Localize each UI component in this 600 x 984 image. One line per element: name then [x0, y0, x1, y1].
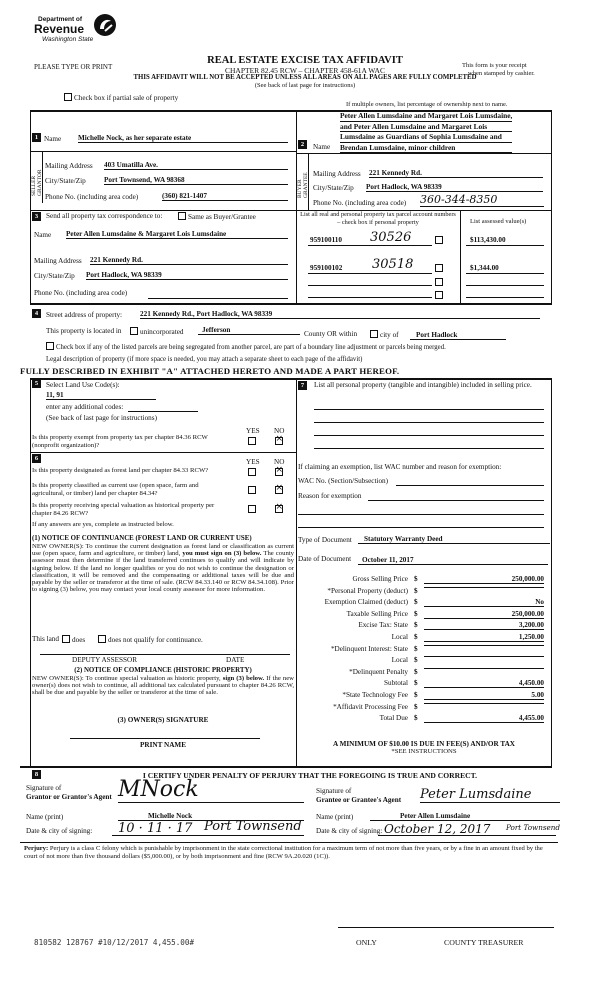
tax-row-label: Gross Selling Price [352, 575, 408, 583]
seller-city-label: City/State/Zip [45, 177, 86, 185]
forest-question: Is this property designated as forest land per chapter 84.33 RCW? [32, 467, 209, 474]
form-subtitle: CHAPTER 82.45 RCW – CHAPTER 458-61A WAC [225, 66, 385, 75]
buyer-name-label: Name [313, 143, 331, 151]
tax-row-currency: $ [414, 656, 418, 664]
grantee-signature[interactable]: Peter Lumsdaine [420, 787, 560, 803]
doc-type-label: Type of Document [298, 536, 352, 544]
checkbox-icon [248, 486, 256, 494]
city: Port Hadlock [410, 331, 506, 340]
tax-row-currency: $ [414, 575, 418, 583]
dept-line2: Revenue [34, 22, 85, 36]
notice2-text-b: If the new owner(s) does not wish to continue, all additional tax calculated pursuant to chapter 84.26 RCW, shall be due and payable by the seller or transferor at the time of sale. [32, 675, 295, 697]
tax-row-currency: $ [414, 610, 418, 618]
grantor-name: Michelle Nock [118, 812, 304, 821]
section-7-number: 7 [298, 381, 307, 390]
grantor-name-print-label: Name (print) [26, 813, 64, 821]
see-back-note: (See back of last page for instructions) [254, 82, 356, 89]
forest-yes-checkbox[interactable] [248, 468, 258, 477]
tax-row-label: Total Due [379, 714, 408, 722]
tax-row-currency: $ [414, 621, 418, 629]
land-use-label: Select Land Use Code(s): [46, 381, 120, 389]
grantee-date-city-label: Date & city of signing: [316, 827, 383, 835]
tax-row-label: Local [391, 656, 408, 664]
grantee-name: Peter Allen Lumsdaine [370, 812, 560, 821]
current-use-question: Is this property classified as current use (open space, farm and agricultural, or timber) land per chapter 84.34? [32, 482, 199, 497]
grantee-sig-label-2: Grantee or Grantee's Agent [316, 795, 402, 804]
grantor-sig-label [26, 784, 112, 801]
assessed-header: List assessed value(s) [470, 218, 527, 225]
owner-signature-label: (3) OWNER(S) SIGNATURE [117, 716, 209, 724]
county: Jefferson [198, 326, 300, 335]
exempt-no-checkbox[interactable] [275, 437, 283, 446]
same-as-buyer-label: Same as Buyer/Grantee [188, 213, 256, 221]
checkbox-icon [178, 212, 186, 220]
claiming-exemption-label: If claiming an exemption, list WAC number and reason for exemption: [298, 463, 502, 471]
personal-property-checkbox[interactable] [435, 236, 445, 245]
parcel-handwritten: 30526 [370, 230, 412, 245]
tax-row-value: 4,455.00 [424, 714, 544, 723]
seller-side-label: SELLER GRANTOR [31, 169, 43, 196]
tax-city: Port Hadlock, WA 98339 [86, 271, 288, 280]
tax-row-currency: $ [414, 679, 418, 687]
tax-row-label: Local [391, 633, 408, 641]
grantee-sig-label-1: Signature of [316, 787, 352, 795]
exhibit-statement: FULLY DESCRIBED IN EXHIBIT "A" ATTACHED HERETO AND MADE A PART HEREOF. [20, 366, 400, 376]
tax-name: Peter Allen Lumsdaine & Margaret Lois Lumsdaine [66, 230, 288, 239]
buyer-city-label: City/State/Zip [313, 184, 354, 192]
yes-header: YES [246, 427, 260, 435]
parcel-value: $1,344.00 [470, 264, 499, 272]
personal-property-checkbox[interactable] [435, 291, 445, 300]
form-title: REAL ESTATE EXCISE TAX AFFIDAVIT [207, 55, 403, 66]
city-of-checkbox[interactable] [370, 330, 399, 339]
certify-statement: I CERTIFY UNDER PENALTY OF PERJURY THAT THE FOREGOING IS TRUE AND CORRECT. [142, 771, 478, 780]
tax-city-label: City/State/Zip [34, 272, 75, 280]
buyer-mailing-label: Mailing Address [313, 170, 361, 178]
tax-row-currency: $ [414, 714, 418, 722]
does-label: does [72, 636, 86, 644]
partial-sale-label: Check box if partial sale of property [74, 94, 179, 102]
buyer-city: Port Hadlock, WA 98339 [366, 183, 543, 192]
tax-row-label: Exemption Claimed (deduct) [324, 598, 408, 606]
section-3-number: 3 [32, 212, 41, 221]
grantor-date-city-label: Date & city of signing: [26, 827, 93, 835]
segregated-label: Check box if any of the listed parcels are being segregated from another parcel, are part of a boundary line adjustment or parcels being merged. [56, 344, 446, 351]
county-treasurer-label: COUNTY TREASURER [444, 938, 524, 947]
tax-mailing-label: Mailing Address [34, 257, 82, 265]
street-label: Street address of property: [46, 311, 123, 319]
personal-property-label: List all personal property (tangible and intangible) included in selling price. [314, 381, 532, 389]
historic-question: Is this property receiving special valuation as historical property per chapter 84.26 RCW? [32, 502, 215, 517]
located-label: This property is located in [46, 327, 122, 335]
tax-row-label: *State Technology Fee [342, 691, 408, 699]
tax-row-value [424, 668, 544, 669]
perjury-label: Perjury: [24, 845, 49, 852]
checkbox-icon [435, 264, 443, 272]
exempt-yes-checkbox[interactable] [248, 437, 258, 446]
checked-box-icon [275, 486, 283, 494]
only-label: ONLY [356, 938, 377, 947]
dept-line1: Department of [38, 16, 83, 23]
current-use-no-checkbox[interactable] [275, 486, 283, 495]
does-not-checkbox[interactable] [98, 635, 203, 644]
tax-row-value [424, 587, 544, 588]
grantor-date: 10 · 11 · 17 [118, 821, 193, 836]
deputy-date-label: DATE [226, 656, 245, 664]
checkbox-icon [46, 342, 54, 350]
tax-row-value [424, 656, 544, 657]
personal-property-checkbox[interactable] [435, 264, 445, 273]
reason-label: Reason for exemption [298, 492, 362, 500]
buyer-name-line: Brendan Lumsdaine, minor children [340, 143, 512, 154]
same-as-buyer-checkbox[interactable] [178, 212, 256, 221]
tax-row-value [424, 703, 544, 704]
parcel-number: 959100102 [310, 264, 343, 272]
any-yes-note: If any answers are yes, complete as instructed below. [32, 521, 174, 528]
not-accepted-note: THIS AFFIDAVIT WILL NOT BE ACCEPTED UNLESS ALL AREAS ON ALL PAGES ARE FULLY COMPLETED [133, 74, 477, 81]
dor-logo-icon [92, 12, 118, 38]
seller-name-label: Name [44, 135, 62, 143]
tax-row-value: 3,200.00 [424, 621, 544, 630]
parcel-number: 959100110 [310, 236, 342, 244]
unincorporated-label: unincorporated [140, 328, 184, 336]
does-not-label: does not qualify for continuance. [108, 636, 203, 644]
checked-box-icon [275, 468, 283, 476]
checkbox-icon [435, 291, 443, 299]
see-instructions-note: *SEE INSTRUCTIONS [391, 748, 457, 755]
grantee-sig-label [316, 787, 401, 804]
parcel-handwritten: 30518 [372, 257, 414, 272]
notice1-text [32, 543, 294, 593]
buyer-phone: 360-344-8350 [420, 193, 544, 207]
notice1-text-bold: you must sign on (3) below. [182, 550, 262, 558]
city-of-label: city of [380, 331, 399, 339]
grantee-name-print-label: Name (print) [316, 813, 354, 821]
checked-box-icon [275, 437, 283, 445]
section-6-number: 6 [32, 454, 41, 463]
checkbox-icon [248, 468, 256, 476]
checkbox-icon [248, 505, 256, 513]
notice1-text-b: The county assessor must then determine if the land transferred continues to qualify and will indicate by signing below. If the land no longer qualifies or you do not wish to continue the designation or classification, it will be removed and the compensating or additional taxes will be due and payable by the seller or transferor at the time of sale. (RCW 84.33.140 or RCW 84.34.108). Prior to signing (3) below, you may contact your local county assessor for more information. [32, 550, 295, 594]
notice2-text-bold: sign (3) below. [222, 675, 265, 682]
no-header: NO [274, 427, 285, 435]
perjury-note [24, 845, 554, 861]
receipt-note-1: This form is your receipt [462, 62, 527, 69]
buyer-name-line: Peter Allen Lumsdaine and Margaret Lois Lumsdaine, [340, 111, 513, 120]
grantor-sig-label-2: Grantor or Grantor's Agent [26, 792, 112, 801]
notice1-text-a: NEW OWNER(S): To continue the current designation as forest land or classification as current use (open space, farm and agriculture, or timber) land, [32, 543, 294, 558]
seller-city: Port Townsend, WA 98368 [104, 176, 288, 185]
section-8-number: 8 [32, 770, 41, 779]
land-use-see-back: (See back of last page for instructions) [46, 414, 157, 422]
tax-row-label: Subtotal [384, 679, 408, 687]
deputy-assessor-label: DEPUTY ASSESSOR [72, 656, 138, 664]
perjury-text: Perjury is a class C felony which is punishable by imprisonment in the state correctional institution for a maximum term of not more than five years, or by a fine in an amount fixed by the court of not more than five thousand dollars ($5,000.00), or by both imprisonment and fine (RCW 9A.20.020 (1C)). [24, 845, 543, 860]
tax-row-currency: $ [414, 633, 418, 641]
grantor-city: Port Townsend [204, 819, 302, 834]
buyer-name-line: Lumsdaine as Guardians of Sophia Lumsdaine and [340, 132, 512, 143]
tax-row-value: 250,000.00 [424, 610, 544, 619]
buyer-mailing: 221 Kennedy Rd. [369, 169, 543, 178]
notice2-title: (2) NOTICE OF COMPLIANCE (HISTORIC PROPERTY) [74, 667, 252, 674]
exempt-question: Is this property exempt from property tax per chapter 84.36 RCW (nonprofit organization)? [32, 434, 208, 449]
land-use-codes: 11, 91 [46, 391, 156, 400]
parcel-header: List all real and personal property tax parcel account numbers – check box if personal property [300, 211, 456, 226]
tax-row-value [424, 645, 544, 646]
tax-row-value: 5.00 [424, 691, 544, 700]
dor-logo [34, 12, 124, 48]
seller-name: Michelle Nock, as her separate estate [78, 134, 288, 143]
tax-row-value: 250,000.00 [424, 575, 544, 584]
grantee-city: Port Townsend [506, 823, 560, 832]
section-5-number: 5 [32, 379, 41, 388]
partial-sale-checkbox[interactable] [64, 93, 178, 102]
dept-line3: Washington State [42, 36, 94, 43]
tax-row-currency: $ [414, 598, 418, 606]
tax-row-currency: $ [414, 668, 418, 676]
tax-row-label: Taxable Selling Price [346, 610, 408, 618]
section-4-number: 4 [32, 309, 41, 318]
checked-box-icon [275, 505, 283, 513]
tax-row-label: *Affidavit Processing Fee [333, 703, 408, 711]
please-type: PLEASE TYPE OR PRINT [34, 63, 113, 71]
seller-mailing-label: Mailing Address [45, 162, 93, 170]
doc-type: Statutory Warranty Deed [358, 535, 550, 544]
historic-yes-checkbox[interactable] [248, 505, 258, 514]
notice2-text [32, 675, 294, 697]
grantee-date: October 12, 2017 [384, 822, 491, 836]
tax-row-value: 4,450.00 [424, 679, 544, 688]
seller-mailing: 403 Umatilla Ave. [104, 161, 288, 170]
segregated-checkbox[interactable] [46, 342, 446, 351]
notice1-title: (1) NOTICE OF CONTINUANCE (FOREST LAND OR CURRENT USE) [32, 535, 252, 542]
grantor-sig-label-1: Signature of [26, 784, 62, 792]
personal-property-checkbox[interactable] [435, 278, 445, 287]
tax-row-value: 1,250.00 [424, 633, 544, 642]
buyer-side-label: BUYER GRANTEE [297, 172, 309, 198]
this-land-label: This land [32, 635, 59, 643]
checkbox-icon [435, 236, 443, 244]
multiple-owners-note: If multiple owners, list percentage of ownership next to name. [346, 101, 508, 108]
send-correspondence-label: Send all property tax correspondence to: [46, 212, 163, 220]
buyer-name-line: and Peter Allen Lumsdaine and Margaret Lois [340, 122, 512, 133]
tax-phone-label: Phone No. (including area code) [34, 289, 128, 297]
seller-phone: (360) 821-1407 [162, 192, 288, 201]
buyer-phone-label: Phone No. (including area code) [313, 199, 407, 207]
checkbox-icon [64, 93, 72, 101]
forest-no-checkbox[interactable] [275, 468, 283, 477]
section-1-number: 1 [32, 133, 41, 142]
tax-row-currency: $ [414, 645, 418, 653]
tax-row-currency: $ [414, 691, 418, 699]
print-name-label: PRINT NAME [140, 741, 186, 749]
tax-row-currency: $ [414, 587, 418, 595]
s6-yes-header: YES [246, 458, 260, 466]
unincorporated-checkbox[interactable] [130, 327, 184, 336]
checkbox-icon [248, 437, 256, 445]
checkbox-icon [435, 278, 443, 286]
tax-row-label: *Personal Property (deduct) [327, 587, 408, 595]
street-address: 221 Kennedy Rd., Port Hadlock, WA 98339 [140, 310, 540, 319]
notice2-text-a: NEW OWNER(S): To continue special valuation as historic property, [32, 675, 221, 682]
tax-row-value: No [424, 598, 544, 607]
tax-row-label: *Delinquent Interest: State [330, 645, 408, 653]
minimum-note: A MINIMUM OF $10.00 IS DUE IN FEE(S) AND/OR TAX [333, 740, 515, 748]
legal-desc-label: Legal description of property (if more space is needed, you may attach a separate sheet to each page of the affidavit) [46, 356, 363, 363]
does-checkbox[interactable] [62, 635, 85, 644]
checkbox-icon [130, 327, 138, 335]
additional-codes-label: enter any additional codes: [46, 403, 124, 411]
checkbox-icon [98, 635, 106, 643]
tax-row-label: *Delinquent Penalty [349, 668, 408, 676]
receipt-note-2: when stamped by cashier. [468, 70, 535, 77]
historic-no-checkbox[interactable] [275, 505, 283, 514]
section-2-number: 2 [298, 140, 307, 149]
grantor-signature[interactable]: MNock [118, 778, 304, 803]
tax-name-label: Name [34, 231, 52, 239]
doc-date-label: Date of Document [298, 555, 352, 563]
tax-mailing: 221 Kennedy Rd. [90, 256, 288, 265]
buyer-name-block [340, 111, 512, 153]
checkbox-icon [62, 635, 70, 643]
seller-phone-label: Phone No. (including area code) [45, 193, 139, 201]
tax-row-currency: $ [414, 703, 418, 711]
current-use-yes-checkbox[interactable] [248, 486, 258, 495]
doc-date: October 11, 2017 [358, 556, 548, 565]
tax-row-label: Excise Tax: State [358, 621, 408, 629]
receipt-stamp: 810582 128767 #10/12/2017 4,455.00# [34, 938, 195, 947]
wac-label: WAC No. (Section/Subsection) [298, 477, 389, 485]
parcel-value: $113,430.00 [470, 236, 506, 244]
checkbox-icon [370, 330, 378, 338]
county-or-label: County OR within [304, 330, 358, 338]
s6-no-header: NO [274, 458, 285, 466]
